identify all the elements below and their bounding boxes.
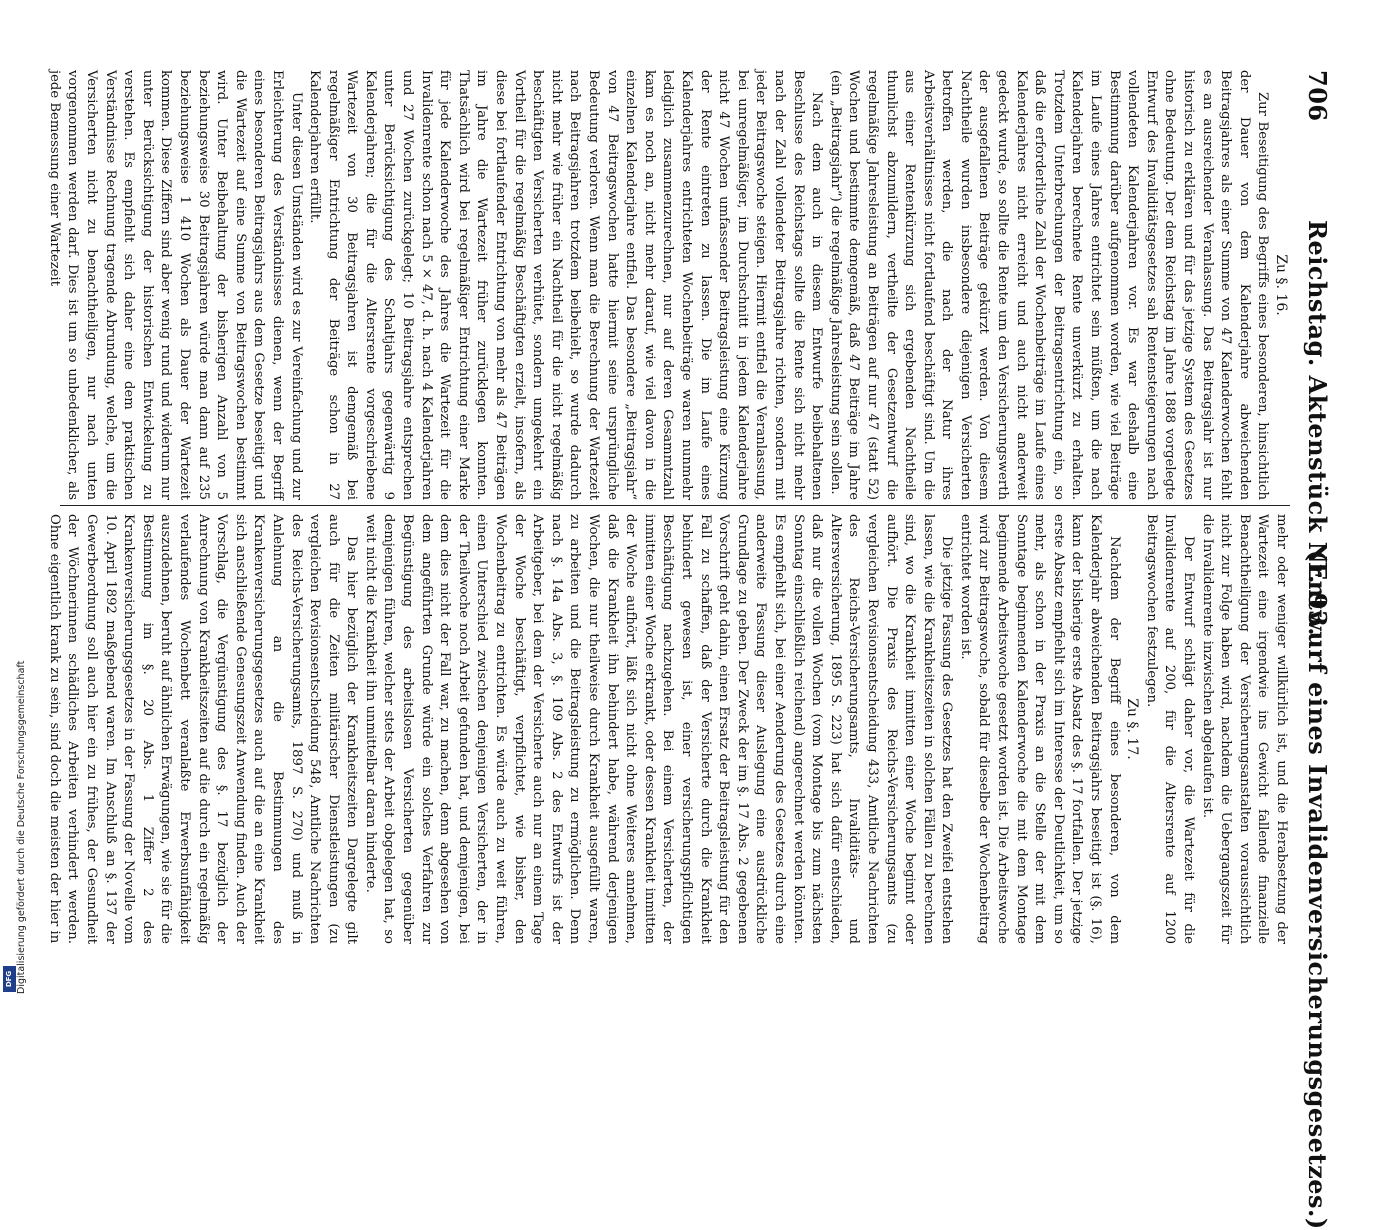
paragraph: Zur Beseitigung des Begriffs eines besonderen, hinsichtlich der Dauer von dem Kalenderjahre abweichenden Beitragsjahres als einer Summe von 47 Kalenderwochen fehlt es an ausreichender Veranlassung. Das Beitragsjahr ist nur historisch zu erklären und für das jetzige System des Gesetzes ohne Bedeutung. Der dem Reichstag im Jahre 1888 vorgelegte Entwurf des Invaliditätsgesetzes sah Rentensteigerungen nach vollendeten Kalenderjahren vor. Es war deshalb eine Bestimmung darüber aufgenommen worden, wie viel Beiträge im Laufe eines Jahres entrichtet sein müßten, um die nach Kalenderjahren berechnete Rente unverkürzt zu erhalten. Trotzdem Unterbrechungen der Beitragsentrichtung ein, so daß die erforderliche Zahl der Wochenbeiträge im Laufe eines Kalenderjahres nicht erreicht und auch nicht anderweit gedeckt wurde, so sollte die Rente um den Versicherungswerth der ausgefallenen Beiträge gekürzt werden. Von diesem Nachtheile wurden insbesondere diejenigen Versicherten betroffen werden, die nach der Natur ihres Arbeitsverhältnisses nicht fortlaufend beschäftigt sind. Um die aus einer Rentenkürzung sich ergebenden Nachtheile thunlichst abzumildern, vertheilte der Gesetzentwurf die regelmäßige Jahresleistung an Beiträgen auf nur 47 (statt 52) Wochen und bestimmte demgemäß, daß 47 Beiträge im Jahre (ein „Beitragsjahr“) die regelmäßige Jahresleistung sein sollen. xyxy=(827,70,1271,500)
paragraph: Die jetzige Fassung des Gesetzes hat den Zweifel entstehen lassen, wie die Krankheitszeiten in solchen Fällen zu berechnen sind, wo die Krankheit inmitten einer Woche beginnt oder aufhört. Die Praxis des Reichs-Versicherungsamts (zu vergleichen Revisionsentscheidung 433, Amtliche Nachrichten des Reichs-Versicherungsamts, Invaliditäts- und Altersversicherung, 1895 S. 223) hat sich dafür entschieden, daß nur die vollen Wochen (vom Montage bis zum nächsten Sonntag einschließlich reichend) angerechnet werden könnten. Es empfiehlt sich, bei einer Aenderung des Gesetzes durch eine anderweite Fassung dieser Auslegung eine ausdrückliche Grundlage zu geben. Der Zweck der im §. 17 Abs. 2 gegebenen Vorschrift geht dahin, einen Ersatz der Beitragsleistung für den Fall zu schaffen, daß der Versicherte durch die Krankheit behindert gewesen ist, einer versicherungspflichtigen Beschäftigung nachzugehen. Bei einem Versicherten, der inmitten einer Woche erkrankt, oder dessen Krankheit inmitten der Woche aufhört, läßt sich nicht ohne Weiteres annehmen, daß die Krankheit ihn behindert habe, während derjenigen Wochen, die nur theilweise durch Krankheit ausgefüllt waren, zu arbeiten und die Beitragsleistung zu ermöglichen. Denn nach §. 14a Abs. 3, §. 109 Abs. 2 des Entwurfs ist der Arbeitgeber, bei dem der Versicherte auch nur an einem Tage der Woche beschäftigt, verpflichtet, wie bisher, den Wochenbeitrag zu entrichten. Es würde auch zu weit führen, einen Unterschied zwischen denjenigen Versicherten, der in der Theilwoche noch Arbeit gefunden hat, und demjenigen, bei dem dies nicht der Fall war, zu machen, denn abgesehen von dem angeführten Grunde würde ein solches Verfahren zur Begünstigung des arbeitslosen Versicherten gegenüber demjenigen führen, welcher stets der Arbeit obgelegen hat, so weit nicht die Krankheit ihn unmittelbar daran hinderte. xyxy=(362,514,955,944)
page-header xyxy=(1303,70,1332,1230)
page-number: 706 xyxy=(1303,70,1332,122)
paragraph: Nach dem auch in diesem Entwurfe beibehaltenen Beschlusse des Reichstags sollte die Rente sich nicht mehr nach der Zahl vollendeter Beitragsjahre richten, sondern mit jeder Beitragswoche steigen. Hiermit entfiel die Veranlassung, bei unregelmäßiger, im Durchschnitt in jedem Kalenderjahre nicht 47 Wochen umfassender Beitragsleistung eine Kürzung der Rente eintreten zu lassen. Die im Laufe eines Kalenderjahres entrichteten Wochenbeiträge waren nunmehr lediglich zusammenzurechnen, nur auf deren Gesammtzahl kam es noch an, nicht mehr darauf, wie viel davon in die einzelnen Kalenderjahre entfiel. Das besondere „Beitragsjahr“ von 47 Beitragswochen hatte hiermit seine ursprüngliche Bedeutung verloren. Wenn man die Berechnung der Wartezeit nach Beitragsjahren trotzdem beibehielt, so wurde dadurch nicht mehr wie früher ein Nachtheil für die nicht regelmäßig beschäftigten Versicherten verhütet, sondern umgekehrt ein Vortheil für die regelmäßig Beschäftigten erzielt, insofern, als diese bei fortlaufender Entrichtung von mehr als 47 Beiträgen im Jahre die Wartezeit früher zurücklegen konnten. Thatsächlich wird bei regelmäßiger Entrichtung einer Marke für jede Kalenderwoche des Jahres die Wartezeit für die Invalidenrente schon nach 5 × 47, d. h. nach 4 Kalenderjahren und 27 Wochen zurückgelegt; 10 Beitragsjahre entsprechen unter Berücksichtigung des Schaltjahrs gegenwärtig 9 Kalenderjahren; die für die Altersrente vorgeschriebene Wartezeit von 30 Beitragsjahren ist demgemäß bei regelmäßiger Entrichtung der Beiträge schon in 27 Kalenderjahren erfüllt. xyxy=(307,70,825,500)
section-heading-17: Zu §. 17. xyxy=(1124,698,1141,760)
text-column-right xyxy=(44,514,1290,944)
digitization-credit: Digitalisierung gefördert durch die Deutsche Forschungsgemeinschaft xyxy=(16,660,27,994)
paragraph: Das hier bezüglich der Krankheitszeiten Dargelegte gilt auch für die Zeiten militärischer Dienstleistungen (zu vergleichen Revisionsentscheidung 548, Amtliche Nachrichten des Reichs-Versicherungsamts, 1897 S. 270) und muß in Anlehnung an die Bestimmungen des Krankenversicherungsgesetzes auch auf die an eine Krankheit sich anschließende Genesungszeit Anwendung finden. Auch der Vorschlag, die Vergünstigung des §. 17 bezüglich der Anrechnung von Krankheitszeiten auf die durch ein regelmäßig verlaufendes Wochenbett veranlaßte Erwerbsunfähigkeit auszudehnen, beruht auf ähnlichen Erwägungen, wie sie für die Bestimmung im §. 20 Abs. 1 Ziffer 2 des Krankenversicherungsgesetzes in der Fassung der Novelle vom 10. April 1892 maßgebend waren. Im Anschluß an §. 137 der Gewerbeordnung soll auch hier ein zu frühes, der Gesundheit der Wöchnerinnen schädliches Arbeiten verhindert werden. Ohne eigentlich krank zu sein, sind doch die meisten der hier in xyxy=(46,514,360,944)
paragraph: mehr oder weniger willkürlich ist, und die Herabsetzung der Wartezeit eine irgendwie ins Gewicht fallende finanzielle Benachtheiligung der Versicherungsanstalten voraussichtlich nicht zur Folge haben wird, nachdem die Uebergangszeit für die Invalidenrente inzwischen abgelaufen ist. xyxy=(1199,514,1289,944)
paragraph: Unter diesen Umständen wird es zur Vereinfachung und zur Erleichterung des Verständnisses dienen, wenn der Begriff eines besonderen Beitragsjahrs aus dem Gesetze beseitigt und die Wartezeit auf eine Summe von Beitragswochen bestimmt wird. Unter Beibehaltung der bisherigen Anzahl von 5 beziehungsweise 30 Beitragsjahren würde man dann auf 235 beziehungsweise 1 410 Wochen als Dauer der Wartezeit kommen. Diese Ziffern sind aber wenig rund und widerum nur unter Berücksichtigung der historischen Entwickelung zu verstehen. Es empfiehlt sich daher eine dem praktischen Verständnisse Rechnung tragende Abrundung, welche, um die Versicherten nicht zu benachtheiligen, nur nach unten vorgenommen werden darf. Dies ist um so unbedenklicher, als jede Bemessung einer Wartezeit xyxy=(46,70,304,500)
dfg-logo-text: DFG xyxy=(5,970,14,988)
paragraph: Der Entwurf schlägt daher vor, die Wartezeit für die Invalidenrente auf 200, für die Altersrente auf 1200 Beitragswochen festzulegen. xyxy=(1143,514,1197,944)
header-left-title: Reichstag. Aktenstück Nr. 93. xyxy=(1303,220,1332,637)
dfg-logo xyxy=(3,966,16,992)
section-heading-16: Zu §. 16. xyxy=(1273,254,1289,316)
paragraph: Nachdem der Begriff eines besonderen, von dem Kalenderjahr abweichenden Beitragsjahrs beseitigt ist (§. 16), kann der bisherige erste Absatz des §. 17 fortfallen. Der jetzige erste Absatz empfiehlt sich im Interesse der Deutlichkeit, um so mehr, als schon in der Praxis an die Stelle der mit dem Sonntage beginnenden Kalenderwoche die mit dem Montage beginnende Arbeitswoche gesetzt worden ist. Die Arbeitswoche wird zur Beitragswoche, sobald für dieselbe der Wochenbeitrag entrichtet worden ist. xyxy=(957,514,1122,944)
text-column-left xyxy=(44,70,1290,500)
column-divider xyxy=(60,505,1290,506)
header-right-title: (Entwurf eines Invalidenversicherungsgesetzes.) xyxy=(1303,550,1332,1230)
